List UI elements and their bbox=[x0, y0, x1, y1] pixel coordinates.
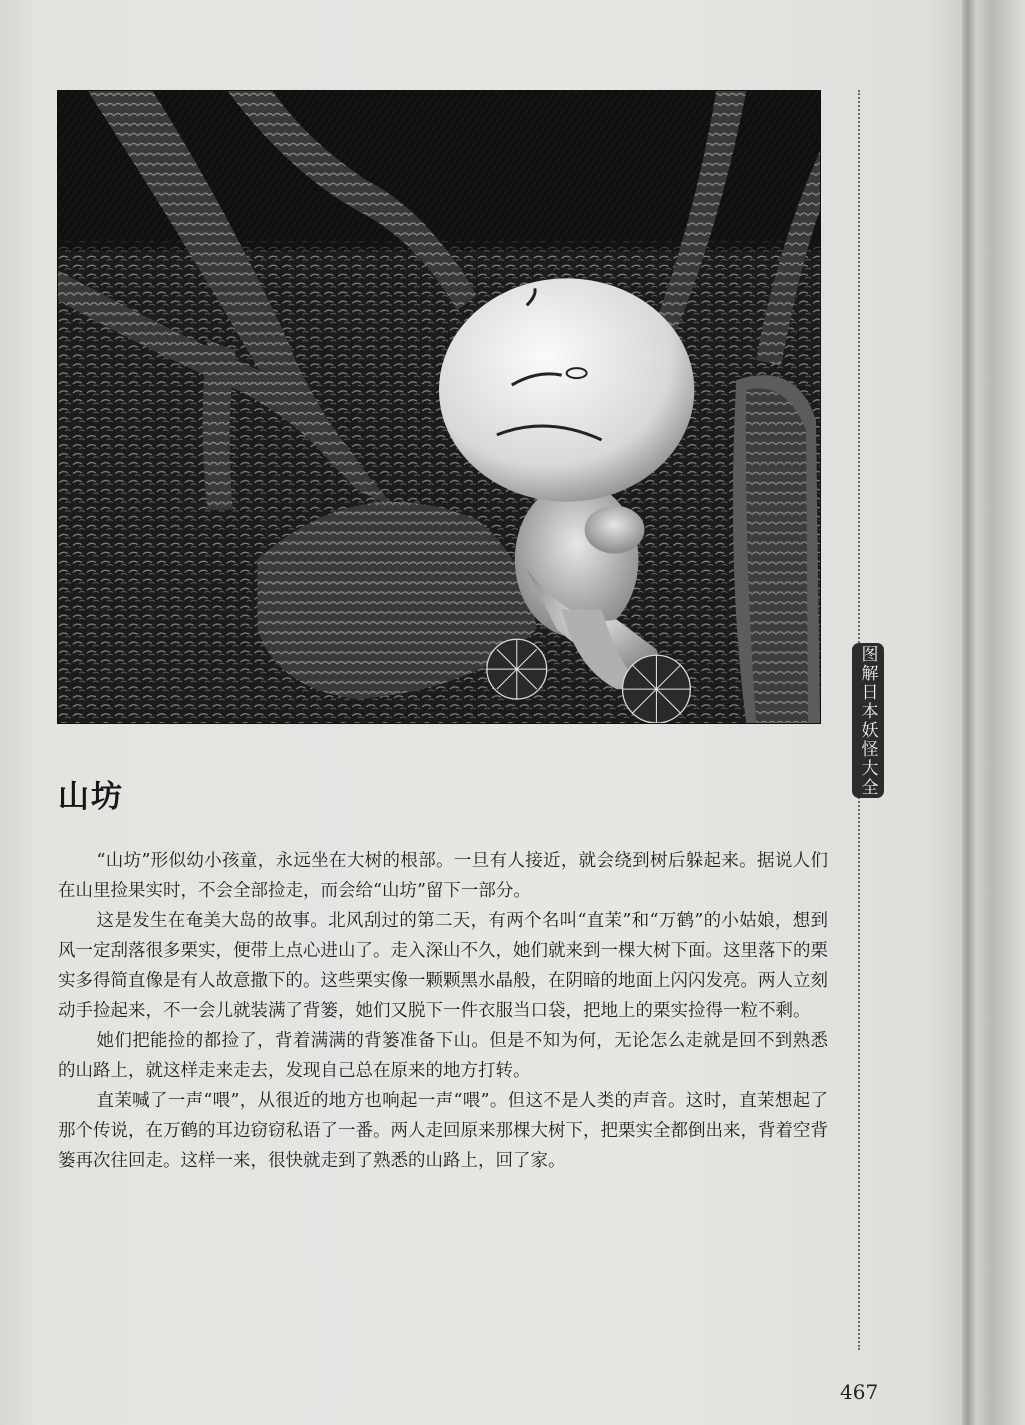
article-title: 山坊 bbox=[58, 779, 124, 815]
page-number: 467 bbox=[840, 1380, 879, 1404]
article-body bbox=[58, 846, 828, 1176]
book-gutter bbox=[962, 0, 1025, 1425]
paragraph: “山坊”形似幼小孩童，永远坐在大树的根部。一旦有人接近，就会绕到树后躲起来。据说人们在山里捡果实时，不会全部捡走，而会给“山坊”留下一部分。 bbox=[58, 851, 828, 901]
paragraph: 这是发生在奄美大岛的故事。北风刮过的第二天，有两个名叫“直茉”和“万鹤”的小姑娘，想到风一定刮落很多栗实，便带上点心进山了。走入深山不久，她们就来到一棵大树下面。这里落下的栗实多得简直像是有人故意撒下的。这些栗实像一颗颗黑水晶般，在阴暗的地面上闪闪发亮。两人立刻动手捡起来，不一会儿就装满了背篓，她们又脱下一件衣服当口袋，把地上的栗实捡得一粒不剩。 bbox=[58, 911, 828, 1021]
side-tab-label: 图解日本妖怪大全 bbox=[857, 644, 878, 797]
yokai-illustration bbox=[57, 90, 821, 724]
side-tab bbox=[852, 643, 884, 798]
paragraph: 直茉喊了一声“喂”，从很近的地方也响起一声“喂”。但这不是人类的声音。这时，直茉想起了那个传说，在万鹤的耳边窃窃私语了一番。两人走回原来那棵大树下，把栗实全都倒出来，背着空背篓再次往回走。这样一来，很快就走到了熟悉的山路上，回了家。 bbox=[58, 1091, 828, 1171]
yokai-child-under-tree-illustration bbox=[58, 91, 820, 723]
paragraph: 她们把能捡的都捡了，背着满满的背篓准备下山。但是不知为何，无论怎么走就是回不到熟悉的山路上，就这样走来走去，发现自己总在原来的地方打转。 bbox=[58, 1031, 828, 1081]
